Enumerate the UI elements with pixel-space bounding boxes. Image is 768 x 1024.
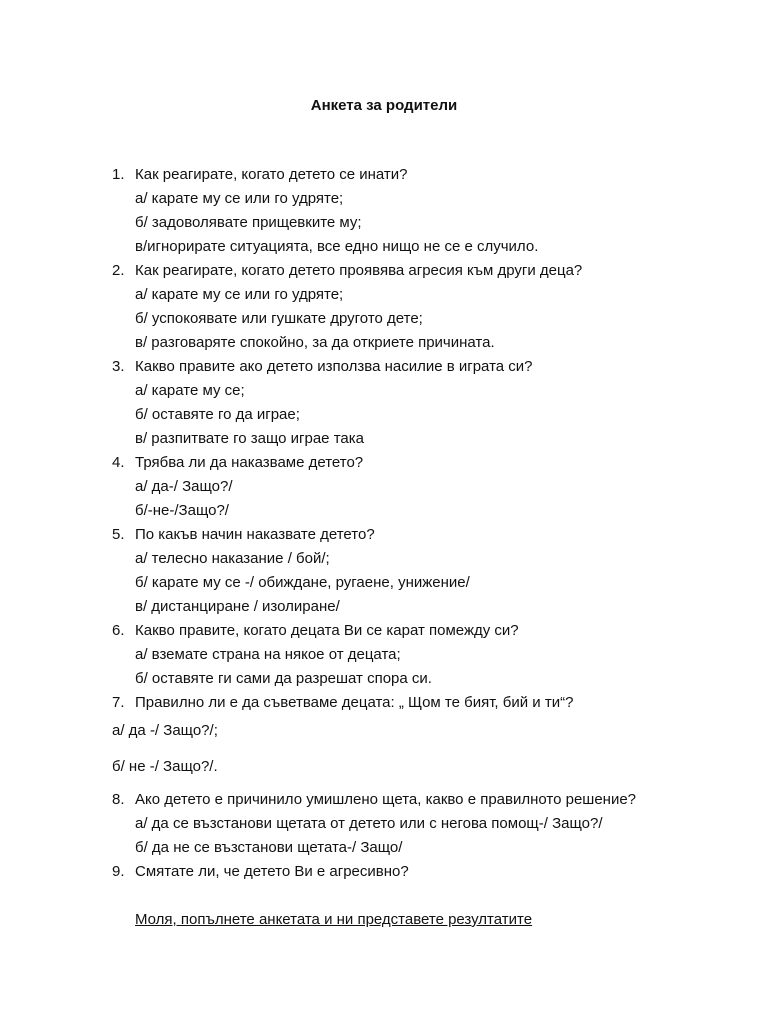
answer-option: а/ телесно наказание / бой/; [135,550,330,567]
answer-option: б/ не -/ Защо?/. [112,758,218,775]
question-text: Смятате ли, че детето Ви е агресивно? [135,863,409,880]
answer-option: б/-не-/Защо?/ [135,502,229,519]
question-number: 9. [112,863,125,880]
question-number: 4. [112,454,125,471]
answer-option: а/ карате му се; [135,382,245,399]
q7-answer-block [112,755,732,779]
question-list [112,163,732,715]
question-text: Трябва ли да наказваме детето? [135,454,364,471]
question-item [112,355,732,451]
answer-option: а/ вземате страна на някое от децата; [135,646,401,663]
answer-option: б/ задоволявате прищевките му; [135,214,362,231]
question-item [112,163,732,259]
answer-option: а/ карате му се или го удряте; [135,190,344,207]
answer-option: б/ успокоявате или гушкате другото дете; [135,310,423,327]
question-item [112,259,732,355]
answer-option: в/ дистанциране / изолиране/ [135,598,340,615]
question-item [112,860,732,884]
answer-option: б/ оставяте ги сами да разрешат спора си. [135,670,432,687]
question-number: 2. [112,262,125,279]
question-item [112,451,732,523]
answer-option: а/ карате му се или го удряте; [135,286,344,303]
question-number: 3. [112,358,125,375]
answer-option: а/ да се възстанови щетата от детето или с негова помощ-/ Защо?/ [135,815,603,832]
answer-option: а/ да-/ Защо?/ [135,478,233,495]
q7-answer-block [112,719,732,743]
question-item [112,523,732,619]
question-item [112,691,732,715]
question-number: 1. [112,166,125,183]
question-text: Ако детето е причинило умишлено щета, какво е правилното решение? [135,791,637,808]
question-text: Правилно ли е да съветваме децата: „ Щом те бият, бий и ти“? [135,694,574,711]
answer-option: в/ разпитвате го защо играе така [135,430,364,447]
question-item [112,619,732,691]
question-number: 7. [112,694,125,711]
question-number: 5. [112,526,125,543]
question-text: Как реагирате, когато детето проявява агресия към други деца? [135,262,583,279]
question-text: Какво правите, когато децата Ви се карат помежду си? [135,622,519,639]
question-text: Как реагирате, когато детето се инати? [135,166,408,183]
question-number: 6. [112,622,125,639]
answer-option: б/ карате му се -/ обиждане, ругаене, унижение/ [135,574,470,591]
question-text: По какъв начин наказвате детето? [135,526,375,543]
answer-option: а/ да -/ Защо?/; [112,722,218,739]
answer-option: б/ оставяте го да играе; [135,406,300,423]
answer-option: в/ разговаряте спокойно, за да откриете причината. [135,334,495,351]
closing-note: Моля, попълнете анкетата и ни представете резултатите [135,911,533,928]
question-text: Какво правите ако детето използва насилие в играта си? [135,358,533,375]
question-item [112,788,732,860]
answer-option: б/ да не се възстанови щетата-/ Защо/ [135,839,403,856]
document-title: Анкета за родители [310,97,458,114]
question-number: 8. [112,791,125,808]
question-list-continued [112,788,732,884]
answer-option: в/игнорирате ситуацията, все едно нищо не се е случило. [135,238,539,255]
